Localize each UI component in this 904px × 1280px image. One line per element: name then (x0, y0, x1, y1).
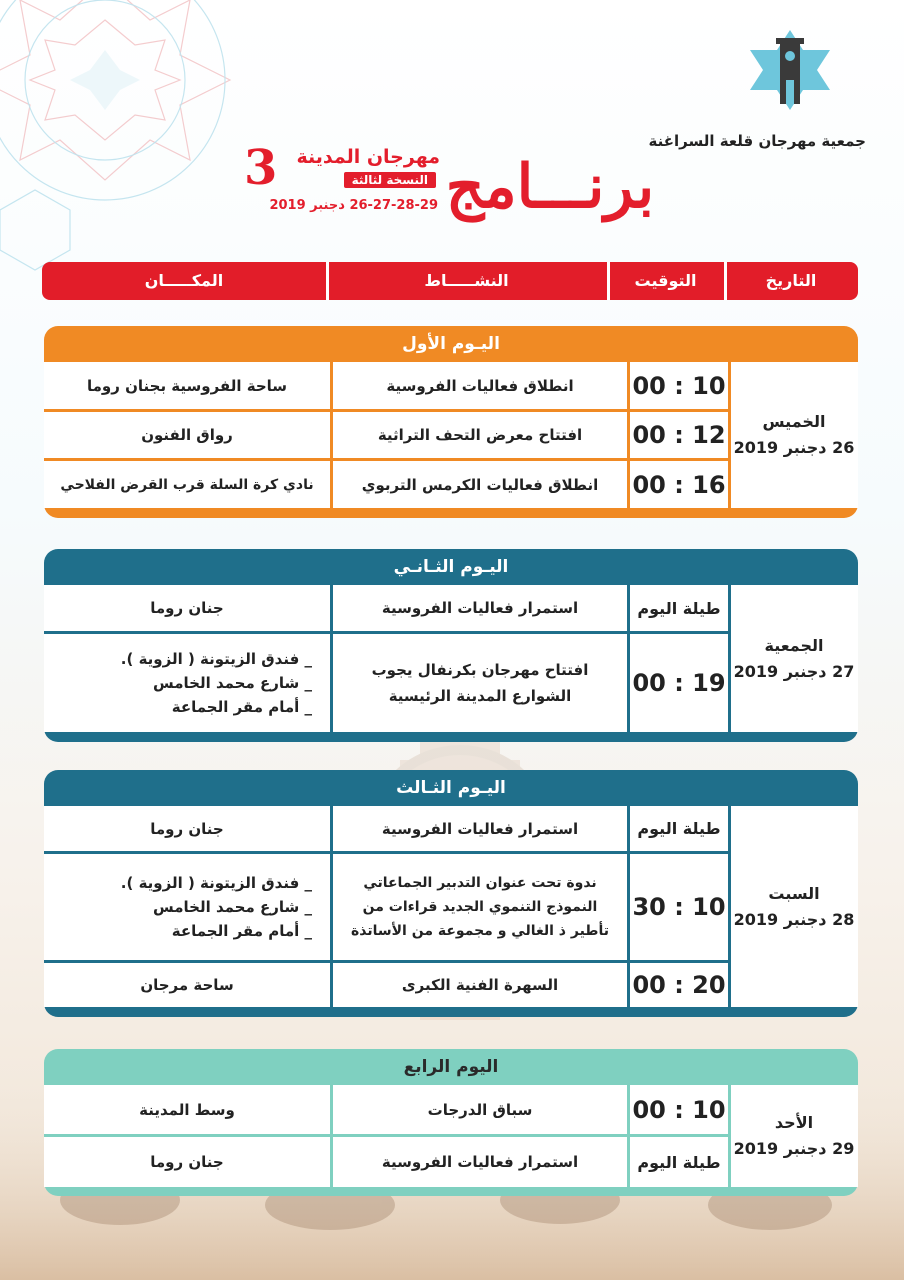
place-cell: جنان روما (150, 599, 224, 617)
association-logo-icon (735, 30, 845, 110)
divider (724, 262, 727, 300)
day-date-cell (730, 362, 858, 508)
divider (728, 806, 731, 1007)
activity-cell: سباق الدرجات (427, 1100, 533, 1119)
day-title: اليوم الرابع (403, 1057, 499, 1077)
day-name: الخميس (762, 412, 826, 431)
column-header-bar (42, 262, 858, 300)
day-name: الجمعية (764, 635, 824, 655)
activity-cell: استمرار فعاليات الفروسية (381, 819, 579, 838)
time-cell: طيلة اليوم (637, 819, 721, 838)
place-line: _ شارع محمد الخامس (153, 898, 312, 916)
association-name: جمعية مهرجان قلعة السراغنة (648, 132, 866, 150)
day-date: 28 دجنبر 2019 (733, 909, 855, 929)
place-cell: رواق الفنون (141, 426, 233, 444)
time-cell: 16 : 00 (632, 470, 726, 499)
festival-name: مهرجان المدينة (296, 146, 440, 168)
activity-line: تأطير ذ الغالي و مجموعة من الأساتذة (351, 923, 609, 939)
program-title: برنـــامج (445, 152, 655, 222)
place-cell: ساحة مرجان (140, 976, 234, 994)
day-name: الأحد (774, 1113, 814, 1132)
place-cell: جنان روما (150, 1153, 224, 1171)
place-line: _ أمام مقر الجماعة (171, 922, 312, 940)
day-date-cell (730, 806, 858, 1007)
place-line: _ شارع محمد الخامس (153, 674, 312, 692)
day-name: السبت (768, 883, 820, 903)
day-4-block (44, 1049, 858, 1196)
activity-cell: افتتاح معرض التحف التراثية (377, 426, 583, 444)
column-activity: النشـــــاط (424, 271, 509, 290)
divider (728, 585, 731, 732)
time-cell: طيلة اليوم (637, 1152, 721, 1172)
time-cell: 10 : 30 (632, 893, 726, 921)
divider (728, 1085, 731, 1187)
day-table (44, 362, 858, 508)
place-cell: جنان روما (150, 819, 224, 838)
day-3-block (44, 770, 858, 1017)
activity-cell: استمرار فعاليات الفروسية (381, 1153, 579, 1171)
activity-cell (333, 854, 627, 960)
place-cell (44, 854, 330, 960)
day-table (44, 585, 858, 732)
day-title: اليـوم الثـالث (396, 778, 506, 798)
day-table (44, 1085, 858, 1187)
place-line: _ فندق الزيتونة ( الزوية ). (120, 650, 312, 668)
activity-line: ندوة تحت عنوان التدبير الجماعاتي (363, 875, 597, 891)
place-cell: ساحة الفروسية بجنان روما (86, 376, 288, 395)
column-place: المكـــــان (144, 271, 224, 290)
day-2-block (44, 549, 858, 742)
festival-badge (240, 140, 440, 225)
day-1-block (44, 326, 858, 518)
activity-cell: استمرار فعاليات الفروسية (381, 599, 579, 617)
day-date: 26 دجنبر 2019 (733, 438, 855, 457)
activity-line: الشوارع المدينة الرئيسية (388, 687, 572, 705)
column-date: التاريخ (765, 271, 817, 290)
day-date: 29 دجنبر 2019 (733, 1139, 855, 1158)
edition-number: 3 (244, 140, 278, 196)
place-cell: نادي كرة السلة قرب القرض الفلاحي (60, 476, 314, 493)
activity-line: النموذج التنموي الجديد قراءات من (362, 899, 598, 915)
time-cell: 20 : 00 (632, 971, 726, 999)
time-cell: 10 : 00 (632, 1095, 726, 1124)
time-cell: طيلة اليوم (637, 598, 721, 618)
divider (607, 262, 610, 300)
activity-cell: السهرة الفنية الكبرى (401, 976, 559, 994)
day-date-cell (730, 1085, 858, 1187)
background-geometric-pattern-icon (0, 0, 270, 300)
edition-label: النسخة لثالثة (344, 172, 436, 188)
time-cell: 10 : 00 (632, 371, 726, 400)
place-cell: وسط المدينة (139, 1100, 235, 1119)
activity-cell: انطلاق فعاليات الكرمس التربوي (361, 475, 599, 494)
divider (326, 262, 329, 300)
festival-dates: 26-27-28-29 دجنبر 2019 (269, 198, 438, 213)
time-cell: 12 : 00 (632, 421, 726, 449)
day-date: 27 دجنبر 2019 (733, 661, 855, 681)
column-time: التوقيت (634, 271, 697, 290)
place-line: _ فندق الزيتونة ( الزوية ). (120, 874, 312, 892)
day-table (44, 806, 858, 1007)
activity-line: افتتاح مهرجان بكرنفال يجوب (371, 661, 589, 679)
divider (728, 362, 731, 508)
day-title: اليـوم الأول (402, 334, 500, 354)
place-cell (44, 634, 330, 732)
place-line: _ أمام مقر الجماعة (171, 698, 312, 716)
activity-cell (333, 634, 627, 732)
activity-cell: انطلاق فعاليات الفروسية (386, 376, 574, 395)
time-cell: 19 : 00 (632, 669, 726, 697)
day-date-cell (730, 585, 858, 732)
day-title: اليـوم الثـانـي (393, 557, 509, 577)
